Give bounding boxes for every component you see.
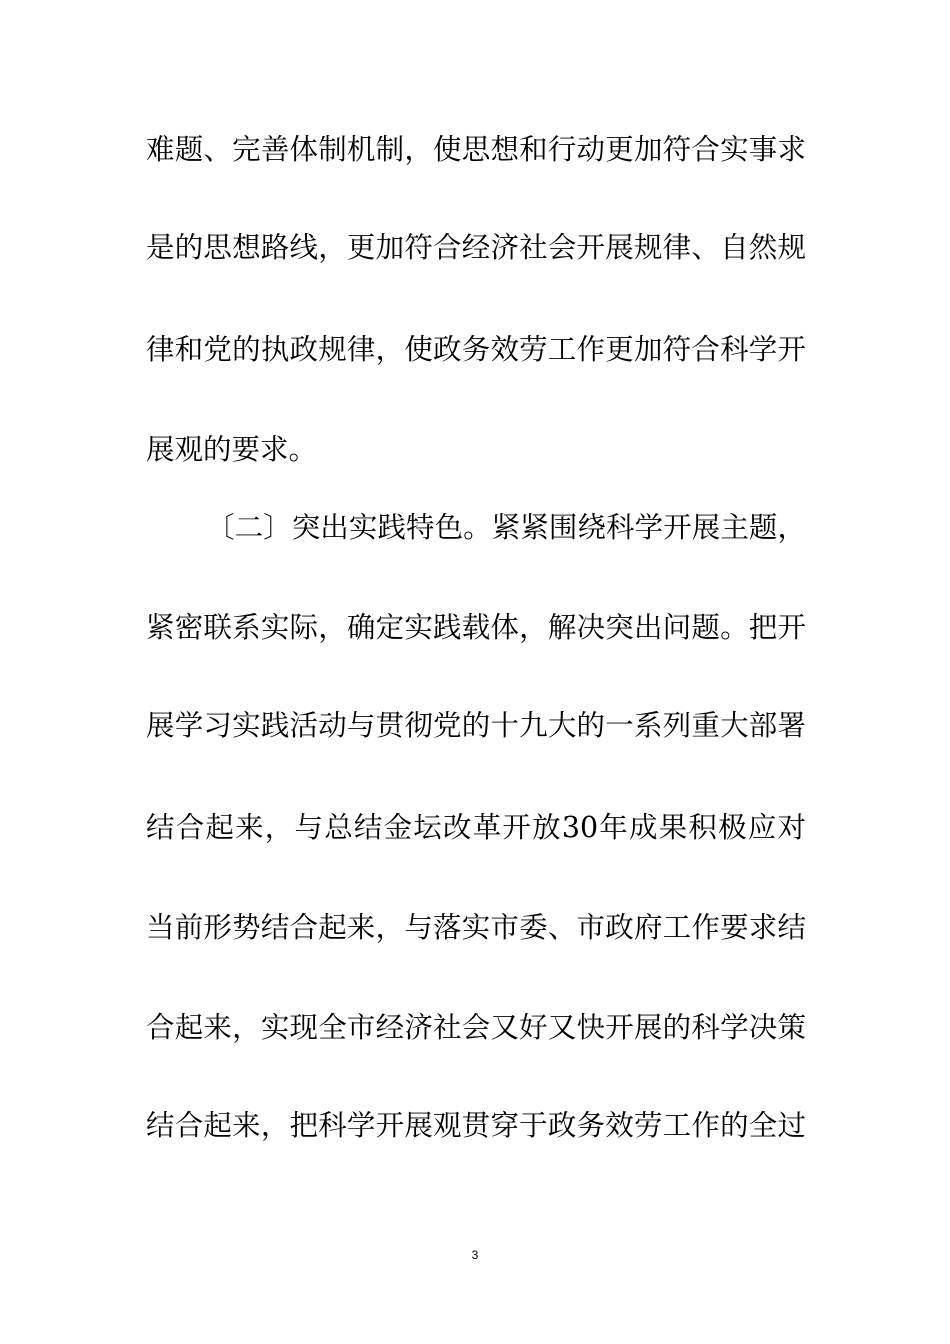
text-line-1: 难题、完善体制机制，使思想和行动更加符合实事求 (146, 133, 806, 166)
text-line-8: 结合起来，与总结金坛改革开放30年成果积极应对 (146, 811, 806, 844)
page-number: 3 (471, 1248, 479, 1262)
text-line-7: 展学习实践活动与贯彻党的十九大的一系列重大部署 (146, 709, 806, 742)
text-line-10: 合起来，实现全市经济社会又好又快开展的科学决策 (146, 1011, 806, 1044)
text-line-6: 紧密联系实际，确定实践载体，解决突出问题。把开 (146, 611, 806, 644)
text-line-2: 是的思想路线，更加符合经济社会开展规律、自然规 (146, 231, 806, 264)
text-line-3: 律和党的执政规律，使政务效劳工作更加符合科学开 (146, 333, 806, 366)
text-line-11: 结合起来，把科学开展观贯穿于政务效劳工作的全过 (146, 1109, 806, 1142)
text-line-5: 〔二〕突出实践特色。紧紧围绕科学开展主题， (206, 511, 806, 544)
text-line-4: 展观的要求。 (146, 433, 318, 466)
text-line-9: 当前形势结合起来，与落实市委、市政府工作要求结 (146, 911, 806, 944)
